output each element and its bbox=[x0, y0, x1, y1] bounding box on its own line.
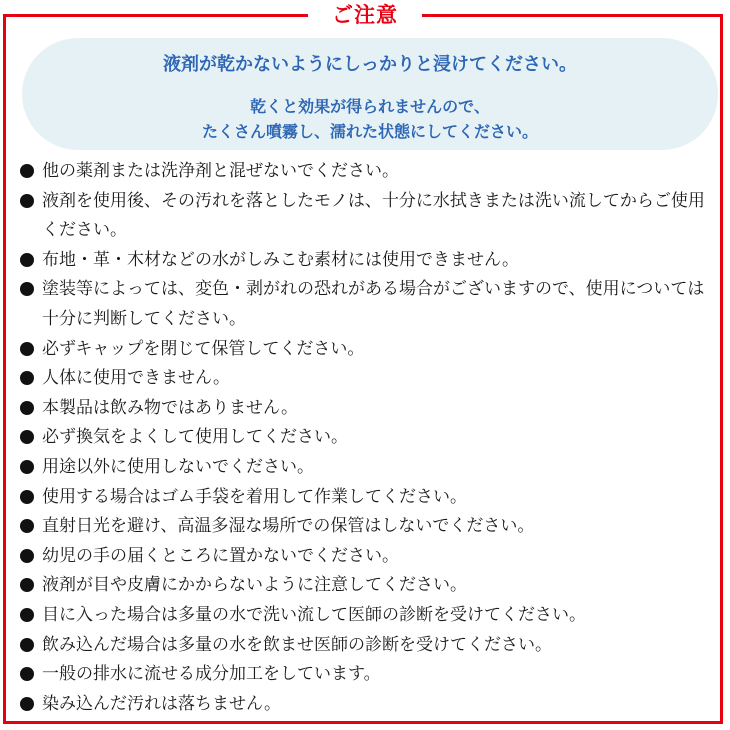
caution-item bbox=[20, 690, 720, 720]
caution-item-text: 直射日光を避け、高温多湿な場所での保管はしないでください。 bbox=[42, 516, 535, 537]
caution-list bbox=[20, 157, 720, 719]
caution-item bbox=[20, 542, 720, 572]
caution-item bbox=[20, 601, 720, 631]
bullet-dot-icon bbox=[20, 519, 34, 533]
notice-secondary bbox=[22, 94, 718, 144]
caution-item-text: 布地・革・木材などの水がしみこむ素材には使用できません。 bbox=[42, 249, 520, 270]
caution-title: ご注意 bbox=[308, 0, 422, 30]
bullet-dot-icon bbox=[20, 253, 34, 267]
bullet-dot-icon bbox=[20, 608, 34, 622]
bullet-dot-icon bbox=[20, 342, 34, 356]
caution-item bbox=[20, 571, 720, 601]
caution-item-text: 本製品は飲み物ではありません。 bbox=[42, 397, 299, 418]
caution-item bbox=[20, 423, 720, 453]
caution-item-text: 液剤が目や皮膚にかからないように注意してください。 bbox=[42, 575, 467, 596]
caution-item-text: 飲み込んだ場合は多量の水を飲ませ医師の診断を受けてください。 bbox=[42, 634, 552, 655]
caution-item bbox=[20, 335, 720, 365]
caution-item-text: 他の薬剤または洗浄剤と混ぜないでください。 bbox=[42, 161, 399, 181]
notice-primary: 液剤が乾かないようにしっかりと浸けてください。 bbox=[163, 54, 577, 75]
caution-item bbox=[20, 631, 720, 661]
bullet-dot-icon bbox=[20, 401, 34, 415]
notice-secondary-line2: たくさん噴霧し、濡れた状態にしてください。 bbox=[201, 122, 538, 141]
caution-item-text: 人体に使用できません。 bbox=[42, 368, 231, 389]
notice-bubble bbox=[22, 38, 718, 150]
bullet-dot-icon bbox=[20, 430, 34, 444]
bullet-dot-icon bbox=[20, 282, 34, 296]
bullet-dot-icon bbox=[20, 697, 34, 711]
caution-item-text: 目に入った場合は多量の水で洗い流して医師の診断を受けてください。 bbox=[42, 604, 586, 625]
bullet-dot-icon bbox=[20, 667, 34, 681]
caution-item-text: 塗装等によっては、変色・剥がれの恐れがある場合がございますので、使用については十分に判断してください。 bbox=[42, 279, 705, 329]
bullet-dot-icon bbox=[20, 638, 34, 652]
bullet-dot-icon bbox=[20, 490, 34, 504]
bullet-dot-icon bbox=[20, 460, 34, 474]
caution-item bbox=[20, 483, 720, 513]
caution-item bbox=[20, 246, 720, 276]
bullet-dot-icon bbox=[20, 194, 34, 208]
caution-item bbox=[20, 187, 720, 246]
caution-item bbox=[20, 157, 720, 187]
caution-item bbox=[20, 512, 720, 542]
caution-item-text: 幼児の手の届くところに置かないでください。 bbox=[42, 545, 399, 566]
caution-item bbox=[20, 394, 720, 424]
caution-item-text: 一般の排水に流せる成分加工をしています。 bbox=[42, 664, 381, 685]
caution-item-text: 染み込んだ汚れは落ちません。 bbox=[42, 693, 282, 714]
caution-item-text: 必ずキャップを閉じて保管してください。 bbox=[42, 338, 365, 359]
notice-secondary-line1: 乾くと効果が得られませんので、 bbox=[250, 97, 490, 116]
bullet-dot-icon bbox=[20, 164, 34, 178]
caution-item bbox=[20, 364, 720, 394]
caution-item-text: 液剤を使用後、その汚れを落としたモノは、十分に水拭きまたは洗い流してからご使用ください。 bbox=[42, 190, 705, 241]
bullet-dot-icon bbox=[20, 578, 34, 592]
bullet-dot-icon bbox=[20, 549, 34, 563]
bullet-dot-icon bbox=[20, 371, 34, 385]
caution-item bbox=[20, 275, 720, 334]
title-wrap bbox=[0, 0, 730, 30]
caution-item-text: 使用する場合はゴム手袋を着用して作業してください。 bbox=[42, 486, 467, 507]
caution-item bbox=[20, 453, 720, 483]
caution-item bbox=[20, 660, 720, 690]
caution-item-text: 用途以外に使用しないでください。 bbox=[42, 456, 314, 477]
caution-item-text: 必ず換気をよくして使用してください。 bbox=[42, 427, 348, 448]
